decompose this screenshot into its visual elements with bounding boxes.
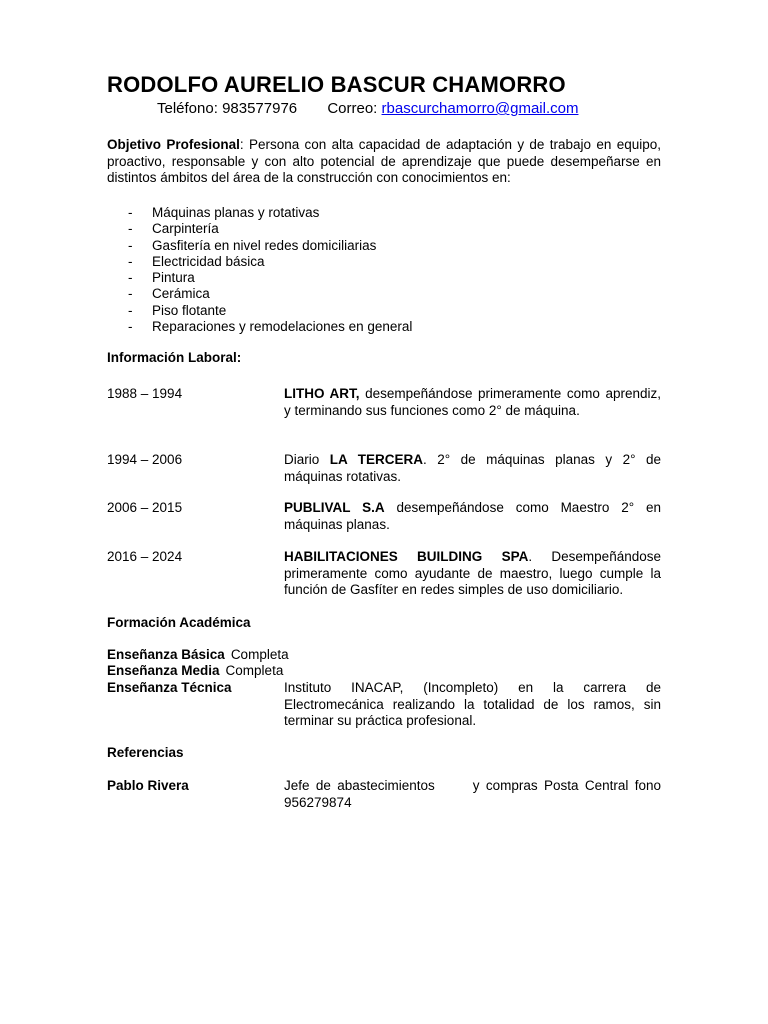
list-item [107, 286, 412, 302]
objective-text: : Persona con alta capacidad de adaptación y de trabajo en equipo, proactivo, responsable y con alto potencial de aprendizaje que puede desempeñarse en distintos ámbitos del área de la construcción con conocimientos en: [107, 137, 661, 185]
list-item [107, 303, 412, 319]
reference-name: Pablo Rivera [107, 778, 189, 793]
job-company: HABILITACIONES BUILDING SPA [284, 549, 529, 564]
list-item [107, 254, 412, 270]
list-item [107, 238, 412, 254]
education-technical-label: Enseñanza Técnica [107, 680, 232, 695]
job-period: 1994 – 2006 [107, 452, 183, 467]
bullet-dash: - [128, 205, 133, 220]
bullet-dash: - [128, 253, 133, 269]
bullet-dash: - [128, 319, 133, 335]
skill-label: Electricidad básica [152, 253, 265, 269]
email-link[interactable]: rbascurchamorro@gmail.com [381, 100, 579, 117]
phone-number: 983577976 [222, 100, 298, 117]
education-basic [107, 647, 661, 664]
skill-label: Piso flotante [152, 302, 227, 318]
job-description [284, 386, 661, 419]
objective-label: Objetivo Profesional [107, 137, 240, 152]
education-middle-value: Completa [225, 663, 284, 678]
list-item [107, 221, 412, 237]
job-detail: . Desempeñándose primeramente como ayudante de maestro, luego cumple la función de Gasfíter en redes simples de uso domiciliario. [284, 549, 661, 597]
bullet-dash: - [128, 270, 133, 286]
objective-paragraph [107, 137, 661, 187]
education-middle [107, 663, 661, 680]
job-company: LA TERCERA [329, 452, 423, 467]
email-label: Correo: [327, 100, 378, 117]
job-description [284, 549, 661, 599]
phone-label: Teléfono: [157, 100, 218, 117]
skill-label: Máquinas planas y rotativas [152, 205, 320, 220]
list-item [107, 319, 412, 335]
job-detail: . 2° de máquinas planas y 2° de máquinas rotativas. [284, 452, 662, 484]
bullet-dash: - [128, 221, 133, 237]
skill-label: Pintura [152, 270, 195, 286]
job-company: PUBLIVAL S.A [284, 500, 385, 515]
work-heading: Información Laboral: [107, 350, 242, 365]
list-item [107, 270, 412, 286]
contact-line [157, 99, 578, 119]
skill-label: Cerámica [152, 286, 210, 302]
bullet-dash: - [128, 286, 133, 302]
education-middle-label: Enseñanza Media [107, 663, 220, 678]
skill-label: Carpintería [152, 221, 219, 237]
job-detail: desempeñándose primeramente como aprendiz, y terminando sus funciones como 2° de máquina. [284, 386, 661, 418]
job-description [284, 500, 661, 533]
job-period: 2016 – 2024 [107, 549, 183, 564]
education-technical-value: Instituto INACAP, (Incompleto) en la carrera de Electromecánica realizando la totalidad de los ramos, sin terminar su práctica profesional. [284, 680, 661, 728]
skills-list [107, 205, 412, 335]
bullet-dash: - [128, 237, 133, 253]
education-basic-label: Enseñanza Básica [107, 647, 225, 662]
bullet-dash: - [128, 302, 133, 318]
job-company: LITHO ART, [284, 386, 360, 401]
candidate-name: RODOLFO AURELIO BASCUR CHAMORRO [107, 72, 566, 97]
references-heading: Referencias [107, 745, 184, 760]
job-detail: desempeñándose como Maestro 2° en máquinas planas. [284, 500, 661, 532]
job-prefix: Diario [284, 452, 330, 467]
reference-detail: Jefe de abastecimientos y compras Posta Central fono 956279874 [284, 778, 665, 810]
job-period: 2006 – 2015 [107, 500, 183, 515]
job-period: 1988 – 1994 [107, 386, 183, 401]
education-basic-value: Completa [230, 647, 289, 662]
job-description [284, 452, 661, 485]
education-heading: Formación Académica [107, 615, 251, 630]
list-item [107, 205, 412, 221]
skill-label: Reparaciones y remodelaciones en general [152, 319, 413, 335]
skill-label: Gasfitería en nivel redes domiciliarias [152, 237, 377, 253]
